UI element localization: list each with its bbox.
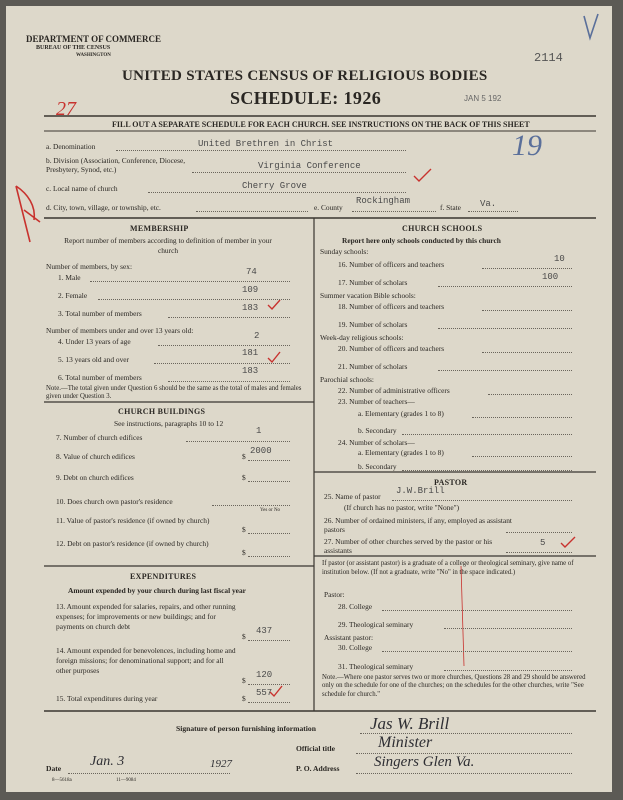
- q2-value: 109: [242, 285, 259, 295]
- by-sex-label: Number of members, by sex:: [46, 262, 132, 271]
- q25-value: J.W.Brill: [396, 486, 445, 496]
- expenditures-sub: Amount expended by your church during last fiscal year: [68, 586, 246, 595]
- blue-number: 19: [512, 129, 542, 162]
- city-label: d. City, town, village, or township, etc.: [46, 203, 161, 212]
- q19-label: 19. Number of scholars: [338, 320, 408, 329]
- q5-label: 5. 13 years old and over: [58, 355, 130, 364]
- census-form: DEPARTMENT OF COMMERCE BUREAU OF THE CENSUS WASHINGTON UNITED STATES CENSUS OF RELIGIOUS BODIES SCHEDULE: 1926 2114 JAN 5 192 27 FILL OUT A SEPARATE SCHEDULE FOR EACH CHURCH. SEE INSTRUCTIONS ON THE BACK OF THIS SHEET a. Denomination United Brethren in Christ 19 b. Division (Association, Conference, Diocese, Presbytery, Synod, etc.) Virginia Conference c. Local name of church Cherry Grove d. City, town, village, or township, etc. e. County Rockingham f. State Va. MEMBERSHIP Report number of members according to definition of member in your church Number of members, by sex: 1. Male 74 2. Female 109 3. Total number of members 183 Number of members under and over 13 years old: 4. Under 13 years of age 2 5. 13 years old and over 181 6. Total number of members 183 Note.—The total given under Question 6 should be the same as the total of males and females given under Question 3. CHURCH BUILDINGS See instructions, paragraphs 10 to 12 7. Number of church edifices 1 8. Value of church edifices $ 2000 9. Debt on church edifices $ 10. Does church own pastor's residence Yes or No 11. Value of pastor's residence (if owned by church) $ 12. Debt on pastor's residence (if owned by church) $ EXPENDITURES Amount expended by your church during last fiscal year 13. Amount expended for salaries, repairs, and other running expenses; for improvements or new buildings; and for payments on church debt $ 437 14. Amount expended for benevolences, including home and foreign missions; for denominational support; and for all other purposes $ 120 15. Total expenditures during year $ 557 CHURCH SCHOOLS Report here only schools conducted by this church Sunday schools: 16. Number of officers and teachers 10 17. Number of scholars 100 Summer vacation Bible schools: 18. Number of officers and teachers 19. Number of scholars Week-day religious schools: 20. Number of officers and teachers 21. Number of scholars Parochial schools: 22. Number of administrative officers 23. Number of teachers— a. Elementary (grades 1 to 8) b. Secondary 24. Number of scholars— a. Elementary (grades 1 to 8) b. Secondary PASTOR 25. Name of pastor J.W.Brill (If church has no pastor, write "None") 26. Number of ordained ministers, if any, employed as assistant pastors 27. Number of other churches served by the pastor or his assistants 5 If pastor (or assistant pastor) is a graduate of a college or theological seminary, give name of institution below. (If not a graduate, write "No" in the space indicated.) Pastor: 28. College 29. Theological seminary Assistant pastor: 30. College 31. Theological seminary Note.—Where one pastor serves two or more churches, Questions 28 and 29 should be answered only on the schedule for one of the churches; on the schedules for the other churches, write "See schedule for church." Signature of person furnishing information Jas W. Brill Official title Minister Date Jan. 3 1927 P. O. Address Singers Glen Va. 8—5618a 11—9084: [6, 6, 612, 792]
- q24a-label: a. Elementary (grades 1 to 8): [358, 448, 444, 457]
- official-title-value: Minister: [378, 734, 433, 751]
- q7-value: 1: [256, 426, 262, 436]
- assistant-sublabel: Assistant pastor:: [324, 633, 374, 642]
- state-label: f. State: [440, 203, 461, 212]
- signature-label: Signature of person furnishing information: [176, 724, 316, 733]
- form-number: 2114: [534, 51, 563, 65]
- parochial-label: Parochial schools:: [320, 375, 374, 384]
- form-title: UNITED STATES CENSUS OF RELIGIOUS BODIES: [122, 68, 488, 84]
- q6-label: 6. Total number of members: [58, 373, 142, 382]
- q26-label: 26. Number of ordained ministers, if any, employed as assistant pastors: [324, 516, 512, 534]
- q28-label: 28. College: [338, 602, 373, 611]
- bureau-city: WASHINGTON: [76, 53, 111, 58]
- date-year: 1927: [210, 758, 232, 770]
- date-label: Date: [46, 764, 62, 773]
- q9-label: 9. Debt on church edifices: [56, 473, 134, 482]
- q27-value: 5: [540, 538, 546, 548]
- q25-note: (If church has no pastor, write "None"): [344, 503, 460, 512]
- print-code-2: 11—9084: [116, 778, 136, 783]
- q27-label: 27. Number of other churches served by the pastor or his assistants: [324, 537, 493, 555]
- q3-value: 183: [242, 303, 259, 313]
- q10-label: 10. Does church own pastor's residence: [56, 497, 173, 506]
- q6-value: 183: [242, 366, 259, 376]
- q8-value: 2000: [250, 446, 272, 456]
- q30-label: 30. College: [338, 643, 373, 652]
- schools-heading: CHURCH SCHOOLS: [402, 224, 483, 233]
- county-label: e. County: [314, 203, 343, 212]
- county-value: Rockingham: [356, 196, 411, 206]
- q11-label: 11. Value of pastor's residence (if owned by church): [56, 516, 210, 525]
- graduation-note: If pastor (or assistant pastor) is a graduate of a college or theological seminary, give name of institution below. (If not a graduate, write "No" in the space indicated.): [322, 560, 574, 576]
- q3-label: 3. Total number of members: [58, 309, 142, 318]
- q13-label: 13. Amount expended for salaries, repairs, and other running expenses; for improvements or new buildings; and for payments on church debt: [56, 602, 236, 631]
- membership-intro: Report number of members according to definition of member in your church: [64, 236, 272, 255]
- q15-label: 15. Total expenditures during year: [56, 694, 158, 703]
- q24b-label: b. Secondary: [358, 462, 397, 471]
- q4-label: 4. Under 13 years of age: [58, 337, 131, 346]
- address-value: Singers Glen Va.: [374, 754, 475, 770]
- q23-label: 23. Number of teachers—: [338, 397, 415, 406]
- bureau-name: BUREAU OF THE CENSUS: [36, 45, 111, 51]
- q20-label: 20. Number of officers and teachers: [338, 344, 445, 353]
- q22-label: 22. Number of administrative officers: [338, 386, 450, 395]
- yes-no-hint: Yes or No: [260, 508, 281, 513]
- department-name: DEPARTMENT OF COMMERCE: [26, 34, 162, 44]
- division-value: Virginia Conference: [258, 161, 361, 171]
- sunday-label: Sunday schools:: [320, 247, 369, 256]
- q23b-label: b. Secondary: [358, 426, 397, 435]
- denomination-value: United Brethren in Christ: [198, 139, 334, 149]
- q23a-label: a. Elementary (grades 1 to 8): [358, 409, 444, 418]
- buildings-heading: CHURCH BUILDINGS: [118, 407, 206, 416]
- q2-label: 2. Female: [58, 291, 88, 300]
- corner-number: 27: [56, 98, 76, 120]
- state-value: Va.: [480, 199, 497, 209]
- date-value: Jan. 3: [90, 754, 125, 769]
- membership-note: Note.—The total given under Question 6 should be the same as the total of males and females given under Question 3.: [46, 385, 302, 400]
- weekday-label: Week-day religious schools:: [320, 333, 404, 342]
- received-stamp: JAN 5 192: [464, 94, 502, 103]
- q5-value: 181: [242, 348, 259, 358]
- q18-label: 18. Number of officers and teachers: [338, 302, 445, 311]
- vacation-label: Summer vacation Bible schools:: [320, 291, 416, 300]
- q14-label: 14. Amount expended for benevolences, including home and foreign missions; for denominational support; and for all other purposes: [56, 646, 236, 675]
- schools-sub: Report here only schools conducted by this church: [342, 236, 501, 245]
- instruction-line: FILL OUT A SEPARATE SCHEDULE FOR EACH CHURCH. SEE INSTRUCTIONS ON THE BACK OF THIS SHEET: [112, 120, 530, 129]
- q7-label: 7. Number of church edifices: [56, 433, 143, 442]
- expenditures-heading: EXPENDITURES: [130, 572, 197, 581]
- official-title-label: Official title: [296, 744, 336, 753]
- q31-label: 31. Theological seminary: [338, 662, 414, 671]
- q16-label: 16. Number of officers and teachers: [338, 260, 445, 269]
- q4-value: 2: [254, 331, 260, 341]
- q15-value: 557: [256, 688, 273, 698]
- pastor-heading: PASTOR: [434, 478, 468, 487]
- q1-label: 1. Male: [58, 273, 81, 282]
- q16-value: 10: [554, 254, 565, 264]
- q14-value: 120: [256, 670, 273, 680]
- by-age-label: Number of members under and over 13 years old:: [46, 326, 194, 335]
- q24-label: 24. Number of scholars—: [338, 438, 415, 447]
- print-code-1: 8—5618a: [52, 778, 72, 783]
- address-label: P. O. Address: [296, 764, 340, 773]
- pastor-note: Note.—Where one pastor serves two or more churches, Questions 28 and 29 should be answered only on the schedule for one of the churches; on the schedules for the other churches, write "See schedule for church.": [322, 674, 586, 698]
- denomination-label: a. Denomination: [46, 142, 96, 151]
- q25-label: 25. Name of pastor: [324, 492, 381, 501]
- local-name-label: c. Local name of church: [46, 184, 118, 193]
- membership-heading: MEMBERSHIP: [130, 224, 189, 233]
- q13-value: 437: [256, 626, 273, 636]
- q17-value: 100: [542, 272, 559, 282]
- local-name-value: Cherry Grove: [242, 181, 307, 191]
- buildings-sub: See instructions, paragraphs 10 to 12: [114, 419, 224, 428]
- division-label: b. Division (Association, Conference, Diocese, Presbytery, Synod, etc.): [46, 156, 186, 174]
- q29-label: 29. Theological seminary: [338, 620, 414, 629]
- q1-value: 74: [246, 267, 257, 277]
- q21-label: 21. Number of scholars: [338, 362, 408, 371]
- q12-label: 12. Debt on pastor's residence (if owned by church): [56, 539, 209, 548]
- pastor-sublabel: Pastor:: [324, 590, 345, 599]
- q8-label: 8. Value of church edifices: [56, 452, 135, 461]
- schedule-title: SCHEDULE: 1926: [230, 88, 382, 108]
- signature-value: Jas W. Brill: [370, 714, 450, 733]
- q17-label: 17. Number of scholars: [338, 278, 408, 287]
